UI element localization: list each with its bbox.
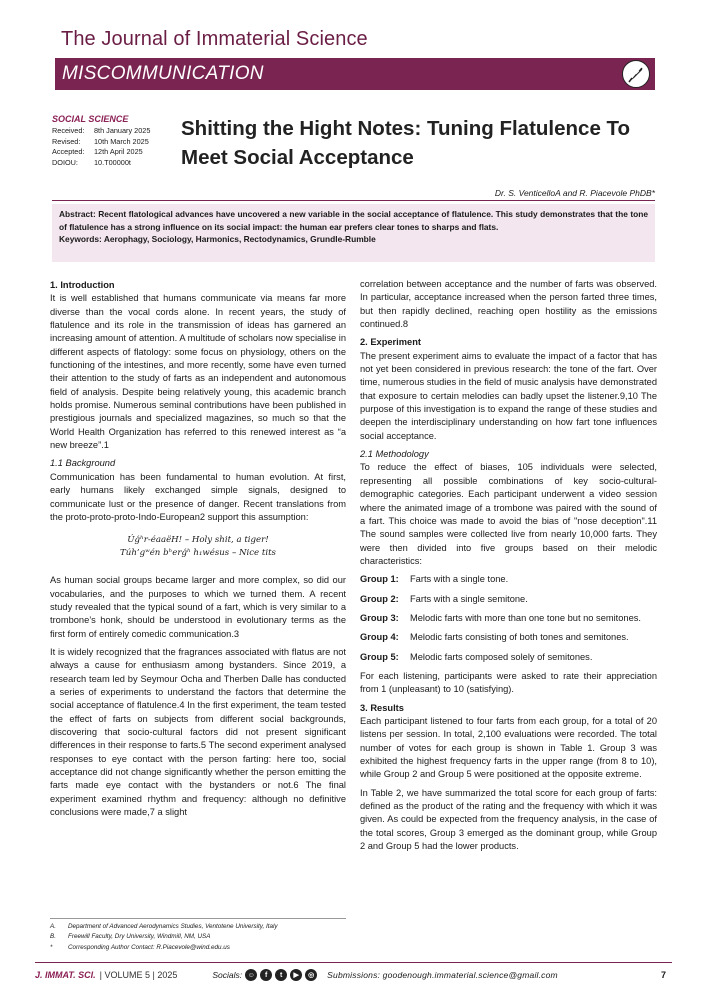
group-list xyxy=(360,573,657,664)
list-item xyxy=(360,612,657,625)
footnote-text: Department of Advanced Aerodynamics Studies, Ventotene University, Italy xyxy=(68,923,278,930)
received-date: 8th January 2025 xyxy=(94,126,151,136)
banner-label: MISCOMMUNICATION xyxy=(62,63,264,84)
volume-info: | VOLUME 5 | 2025 xyxy=(99,970,178,980)
paragraph-results-1: Each participant listened to four farts from each group, for a total of 20 listens per session. In total, 2,100 evaluations were recorded. The total number of votes for each group is shown in Table 1. Group 3 was exhibited the highest frequency farts in the upper range (from 8 to 10), while Group 2 and Group 5 were positioned at the opposite extreme. xyxy=(360,715,657,780)
paragraph-results-2: In Table 2, we have summarized the total score for each group of farts: defined as the product of the rating and the frequency with which it was given. As could be expected from the frequency analysis, in the case of the total scores, Group 3 emerged as the dominant group, while Group 2 and Group 5 had the lower products. xyxy=(360,787,657,852)
keywords: Keywords: Aerophagy, Sociology, Harmonics, Rectodynamics, Grundle-Rumble xyxy=(59,234,376,245)
group-description: Melodic farts with more than one tone but no semitones. xyxy=(410,612,641,623)
page-number: 7 xyxy=(660,970,666,980)
title-divider xyxy=(52,200,655,201)
journal-title: The Journal of Immaterial Science xyxy=(61,28,368,50)
youtube-icon[interactable]: ▶ xyxy=(290,969,302,981)
twitter-icon[interactable]: t xyxy=(275,969,287,981)
page-footer xyxy=(35,966,672,984)
heading-methodology: 2.1 Methodology xyxy=(360,449,429,460)
footer-divider xyxy=(35,962,672,963)
revised-label: Revised: xyxy=(52,136,81,146)
paragraph-social-groups: As human social groups became larger and more complex, so did our vocabularies, and the purposes to which we turned them. A recent study revealed that the typical sound of a fart, which is very similar to a trombone’s honk, should be understood in evolutionary terms as the first form of entirely comedic communication.3 xyxy=(50,575,346,639)
instagram-icon[interactable]: ◎ xyxy=(305,969,317,981)
translation-quote xyxy=(50,534,346,560)
article-meta xyxy=(52,114,172,168)
footnote-divider xyxy=(50,918,346,919)
quote-line: Túh’gʷén bʰerǵʰ h₁wésus – Nice tits xyxy=(120,548,276,559)
quill-feather-icon xyxy=(622,60,650,88)
abstract-box xyxy=(52,204,655,262)
paragraph-experiment: The present experiment aims to evaluate the impact of a factor that has not yet been considered in previous research: the tone of the fart. Over time, numerous studies in the field of music analysis have demonstrated that exposure to certain melodies can badly upset the listener.9,10 The purpose of this investigation is to expand the range of these studies and deepen the interdisciplinary understanding on how fart tone influences social acceptance. xyxy=(360,350,657,441)
left-column xyxy=(50,278,346,824)
footnote-text: Freewill Faculty, Dry University, Windmill, NM, USA xyxy=(68,933,211,941)
article-title: Shitting the Hight Notes: Tuning Flatulence To Meet Social Acceptance xyxy=(181,117,631,169)
list-item xyxy=(360,593,657,606)
socials-label: Socials: xyxy=(212,970,243,980)
footnotes xyxy=(50,922,346,953)
doi-value: 10.T00000t xyxy=(94,157,131,167)
authors: Dr. S. VenticelloA and R. Piacevole PhDB* xyxy=(494,188,655,198)
group-label: Group 1: xyxy=(360,574,399,585)
list-item xyxy=(360,573,657,586)
footnote-text: Corresponding Author Contact: R.Piacevole@wind.edu.us xyxy=(68,943,230,951)
group-description: Melodic farts composed solely of semitones. xyxy=(410,651,593,662)
footnote xyxy=(50,943,346,953)
heading-background: 1.1 Background xyxy=(50,458,116,469)
revised-date: 10th March 2025 xyxy=(94,136,149,146)
right-column xyxy=(360,278,657,858)
heading-results: 3. Results xyxy=(360,702,404,713)
footnote xyxy=(50,932,346,942)
paragraph-background: Communication has been fundamental to human evolution. At first, early humans likely exchanged simple signals, designed to communicate lust or the presence of danger. Recent translations from the proto-proto-proto-Indo-European2 support this assumption: xyxy=(50,471,346,522)
list-item xyxy=(360,651,657,664)
heading-experiment: 2. Experiment xyxy=(360,337,421,348)
footnote-marker: A. xyxy=(50,923,56,930)
footnote-marker: B. xyxy=(50,933,56,941)
group-label: Group 2: xyxy=(360,593,399,604)
footnote xyxy=(50,922,346,932)
paragraph-continued: correlation between acceptance and the number of farts was observed. In particular, acceptance increased when the person farted three times, but then rapidly declined, reaching open hostility as the emissions continued.8 xyxy=(360,279,657,330)
group-label: Group 4: xyxy=(360,632,399,643)
accepted-date: 12th April 2025 xyxy=(94,147,143,157)
paragraph-introduction: It is well established that humans communicate via means far more diverse than the vocal cords alone. In recent years, the study of flatulence and its role in the transmission of ideas has garnered an increasing amount of attention. A multitude of scholars now specialise in different aspects of flatology: some focus on physiology, others on the functioning of the intestines, and more recently, some have even turned their attention to the study of farts as an independent and autonomous field of analysis. Despite being relatively young, this academic branch holds promise. Numerous seminal contributions have been published in prestigious journals and specialized magazines, so much so that the World Health Organization has referred to this renewed interest as “a new breeze”.1 xyxy=(50,293,346,451)
abstract-text: Abstract: Recent flatological advances have uncovered a new variable in the social acceptance of flatulence. This study demonstrates that the tone of flatulence has a strong influence on its social impact: the human ear prefers clear tones to sharps and flats. xyxy=(59,209,648,232)
paragraph-rating: For each listening, participants were asked to rate their appreciation from 1 (unpleasant) to 10 (satisfying). xyxy=(360,670,657,695)
section-label: SOCIAL SCIENCE xyxy=(52,114,129,124)
quote-line: Úǵʰr-éaaëH! – Holy shit, a tiger! xyxy=(127,535,269,546)
section-banner xyxy=(55,58,655,90)
group-label: Group 5: xyxy=(360,651,399,662)
paragraph-fragrances: It is widely recognized that the fragrances associated with flatus are not always a cause for enthusiasm among bystanders. Since 2019, a research team led by Seymour Ocha and Therben Dalle has conducted a series of experiments to understand the factors that determine the social acceptance of flatulence.4 In the first experiment, the team tested the effect of farts on subjects from different social backgrounds, discovering that socio-cultural factors did not present significant differences in their response to farts.5 The second experiment analysed responses to eye contact with the person farting: here too, social acceptance did not change significantly whether the person emitting the farts made eye contact with the bystanders or not.6 The final experiment examined rhythm and frequency: although no definitive conclusions were made,7 a slight xyxy=(50,646,346,818)
doi-label: DOIOU: xyxy=(52,157,78,167)
journal-abbreviation: J. IMMAT. SCI. xyxy=(35,970,96,980)
accepted-label: Accepted: xyxy=(52,147,85,157)
list-item xyxy=(360,631,657,644)
submissions-email[interactable]: Submissions: goodenough.immaterial.science@gmail.com xyxy=(327,970,558,980)
group-description: Farts with a single tone. xyxy=(410,574,509,585)
footnote-marker: * xyxy=(50,943,53,951)
heading-introduction: 1. Introduction xyxy=(50,280,115,290)
group-description: Melodic farts consisting of both tones and semitones. xyxy=(410,632,629,643)
group-description: Farts with a single semitone. xyxy=(410,593,528,604)
facebook-icon[interactable]: f xyxy=(260,969,272,981)
group-label: Group 3: xyxy=(360,612,399,623)
reddit-icon[interactable]: ☺ xyxy=(245,969,257,981)
received-label: Received: xyxy=(52,126,85,136)
paragraph-methodology: To reduce the effect of biases, 105 individuals were selected, representing all possible combinations of key socio-cultural-demographic categories. Each participant underwent a video session where the animated image of a trombone was paired with the sound of a fart. This choice was made to avoid the bias of "nose deception".11 The sound samples were collected live from nearly 10,000 farts. They were then divided into five groups based on their melodic characteristics: xyxy=(360,462,657,566)
socials xyxy=(212,969,317,981)
